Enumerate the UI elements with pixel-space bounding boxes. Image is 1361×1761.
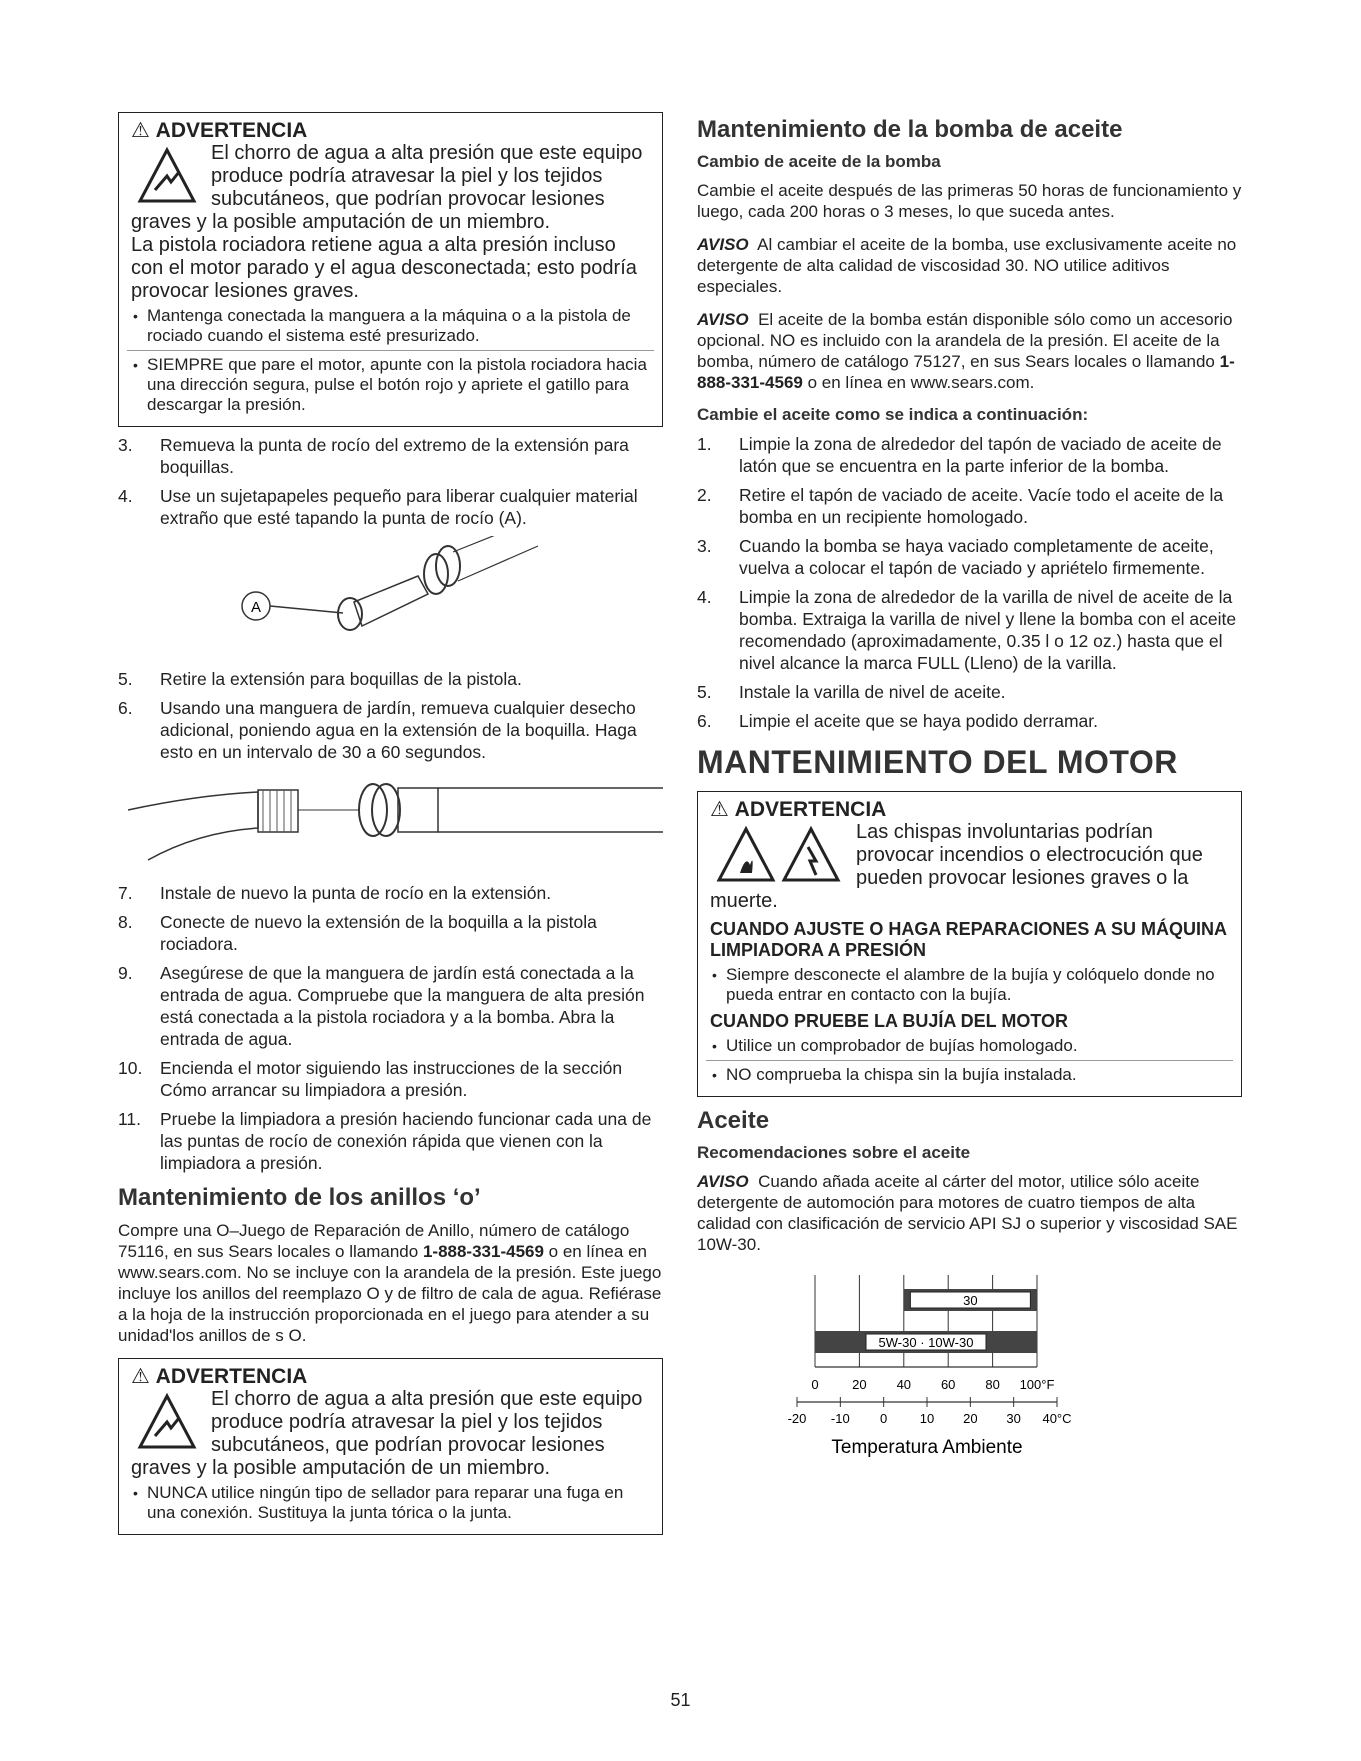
list-item: 6. Limpie el aceite que se haya podido derramar. [697,711,1098,731]
warning-header [710,798,1229,821]
injection-hazard-icon [137,1392,197,1452]
warning-label: ADVERTENCIA [734,798,887,821]
warning-header [131,1365,650,1388]
list-item: 10. Encienda el motor siguiendo las instrucciones de la sección Cómo arrancar su limpiadora a presión. [118,1058,623,1100]
warning-bullet: • SIEMPRE que pare el motor, apunte con la pistola rociadora hacia una dirección segura, pulse el botón rojo y apriete el gatillo para descargar la presión. [131,355,650,415]
list-item: 9. Asegúrese de que la manguera de jardín está conectada a la entrada de agua. Compruebe que la manguera de alta presión está conectada a la pistola rociadora y a la bomba. Abra la entrada de agua. [118,963,645,1049]
steps-list-c [118,882,663,1174]
oil-heading: Aceite [697,1107,770,1134]
list-item: 7. Instale de nuevo la punta de rocío en la extensión. [118,883,552,903]
warning-bullet: • NUNCA utilice ningún tipo de sellador para reparar una fuga en una conexión. Sustituya la junta tórica o la junta. [131,1483,650,1523]
list-item: 6. Usando una manguera de jardín, remueva cualquier desecho adicional, poniendo agua en la extensión de la boquilla. Haga esto en un intervalo de 30 a 60 segundos. [118,698,637,762]
steps-list-b [118,668,663,763]
alert-icon: ⚠ [131,119,150,142]
tick-label-f: 60 [940,1377,956,1392]
figure-label-a: A [250,599,262,616]
warning-box-2 [118,1358,663,1535]
tick-label-c: 0 [880,1411,888,1426]
tick-label-c: -10 [830,1411,850,1426]
list-item: 4. Use un sujetapapeles pequeño para liberar cualquier material extraño que esté tapando la punta de rocío (A). [118,486,638,528]
tick-label-f: 100°F [1019,1377,1055,1392]
tick-label-c: 40°C [1042,1411,1072,1426]
tick-label-c: -20 [787,1411,807,1426]
pump-subheading: Cambio de aceite de la bomba [697,152,941,171]
pump-paragraph: Cambie el aceite después de las primeras 50 horas de funcionamiento y luego, cada 200 horas o 3 meses, lo que suceda antes. [697,181,1242,221]
warning-lead: Las chispas involuntarias podrían provocar incendios o electrocución que pueden provocar lesiones graves o la muerte. [710,821,1203,912]
oil-subheading: Recomendaciones sobre el aceite [697,1143,971,1162]
warning-header [131,119,650,142]
warning-label: ADVERTENCIA [155,119,308,142]
list-item: 5. Instale la varilla de nivel de aceite. [697,682,1006,702]
nozzle-extension-figure [118,770,663,870]
list-item: 4. Limpie la zona de alrededor de la varilla de nivel de aceite de la bomba. Extraiga la varilla de nivel y llene la bomba con el aceite recomendado (aproximadamente, 0.35 l o 12 oz.) hasta que el nivel alcance la marca FULL (Lleno) de la varilla. [697,587,1237,673]
notice-label: AVISO [697,1172,749,1191]
list-item: 3. Remueva la punta de rocío del extremo de la extensión para boquillas. [118,435,629,477]
tick-label-f: 0 [811,1377,819,1392]
oil-viscosity-chart [697,1267,1242,1467]
warning-subheading: CUANDO PRUEBE LA BUJÍA DEL MOTOR [710,1011,1069,1031]
x-axis-label: Temperatura Ambiente [831,1437,1023,1458]
viscosity-bar-label: 5W-30 · 10W-30 [878,1335,974,1350]
steps-list-a [118,434,663,529]
list-item: 5. Retire la extensión para boquillas de la pistola. [118,669,522,689]
orings-heading: Mantenimiento de los anillos ‘o’ [118,1184,481,1211]
alert-icon: ⚠ [131,1365,150,1388]
pump-steps-heading: Cambie el aceite como se indica a continuación: [697,405,1089,424]
pump-steps-list [697,433,1242,732]
oil-notice: AVISO Cuando añada aceite al cárter del motor, utilice sólo aceite detergente de automoción para motores de cuatro tiempos de alta calidad con clasificación de servicio API SJ o superior y viscosidad SAE 10W-30. [697,1172,1238,1254]
tick-label-f: 80 [985,1377,1000,1392]
warning-bullet: • Utilice un comprobador de bujías homologado. [710,1036,1229,1056]
pump-heading: Mantenimiento de la bomba de aceite [697,116,1123,143]
notice-label: AVISO [697,235,749,254]
tick-label-f: 20 [852,1377,867,1392]
phone-number: 1-888-331-4569 [422,1242,544,1261]
orings-paragraph: Compre una O–Juego de Reparación de Anillo, número de catálogo 75116, en sus Sears locales o llamando 1-888-331-4569 o en línea en www.sears.com. No se incluye con la arandela de la presión. Este juego incluye los anillos del reemplazo O y de filtro de cala de agua. Refiérase a la hoja de la instrucción proporcionada en el juego para atender a su unidad'los anillos de s O. [118,1221,662,1345]
warning-lead: El chorro de agua a alta presión que este equipo produce podría atravesar la piel y los tejidos subcutáneos, que podrían provocar lesiones graves y la posible amputación de un miembro. [131,1388,643,1479]
list-item: 8. Conecte de nuevo la extensión de la boquilla a la pistola rociadora. [118,912,597,954]
list-item: 3. Cuando la bomba se haya vaciado completamente de aceite, vuelva a colocar el tapón de vaciado y apriételo firmemente. [697,536,1214,578]
warning-label: ADVERTENCIA [155,1365,308,1388]
injection-hazard-icon [137,146,197,206]
warning-bullet: • NO comprueba la chispa sin la bujía instalada. [710,1065,1229,1085]
fire-shock-hazard-icon [716,825,846,885]
warning-bullet: • Mantenga conectada la manguera a la máquina o a la pistola de rociado cuando el sistema esté presurizado. [131,306,650,346]
list-item: 2. Retire el tapón de vaciado de aceite. Vacíe todo el aceite de la bomba en un recipiente homologado. [697,485,1224,527]
motor-heading: MANTENIMIENTO DEL MOTOR [697,744,1178,780]
tick-label-f: 40 [896,1377,912,1392]
tick-label-c: 30 [1006,1411,1021,1426]
page-number: 51 [670,1690,691,1710]
list-item: 1. Limpie la zona de alrededor del tapón de vaciado de aceite de latón que se encuentra en la parte inferior de la bomba. [697,434,1222,476]
tick-label-c: 10 [919,1411,935,1426]
left-column [118,112,663,1535]
alert-icon: ⚠ [710,798,729,821]
phone-number: 1-888-331-4569 [697,352,1235,392]
pump-notice: AVISO Al cambiar el aceite de la bomba, use exclusivamente aceite no detergente de alta calidad de viscosidad 30. NO utilice aditivos especiales. [697,235,1237,296]
motor-warning-box [697,791,1242,1097]
tick-label-c: 20 [963,1411,978,1426]
warning-lead: El chorro de agua a alta presión que este equipo produce podría atravesar la piel y los tejidos subcutáneos, que podrían provocar lesiones graves y la posible amputación de un miembro. [131,142,643,233]
warning-subheading: CUANDO AJUSTE O HAGA REPARACIONES A SU MÁQUINA LIMPIADORA A PRESIÓN [710,919,1227,960]
warning-paragraph: La pistola rociadora retiene agua a alta presión incluso con el motor parado y el agua desconectada; esto podría provocar lesiones graves. [131,234,637,302]
pump-notice: AVISO El aceite de la bomba están disponible sólo como un accesorio opcional. NO es incluido con la arandela de la presión. El aceite de la bomba, número de catálogo 75127, en sus Sears locales o llamando 1-888-331-4569 o en línea en www.sears.com. [697,310,1235,392]
warning-box-1 [118,112,663,427]
viscosity-bar-label: 30 [963,1293,978,1308]
warning-bullet: • Siempre desconecte el alambre de la bujía y colóquelo donde no pueda entrar en contacto con la bujía. [710,965,1229,1005]
notice-label: AVISO [697,310,749,329]
right-column [697,100,1242,1472]
spray-tip-figure [118,536,663,656]
list-item: 11. Pruebe la limpiadora a presión haciendo funcionar cada una de las puntas de rocío de conexión rápida que vienen con la limpiadora a presión. [118,1109,652,1173]
